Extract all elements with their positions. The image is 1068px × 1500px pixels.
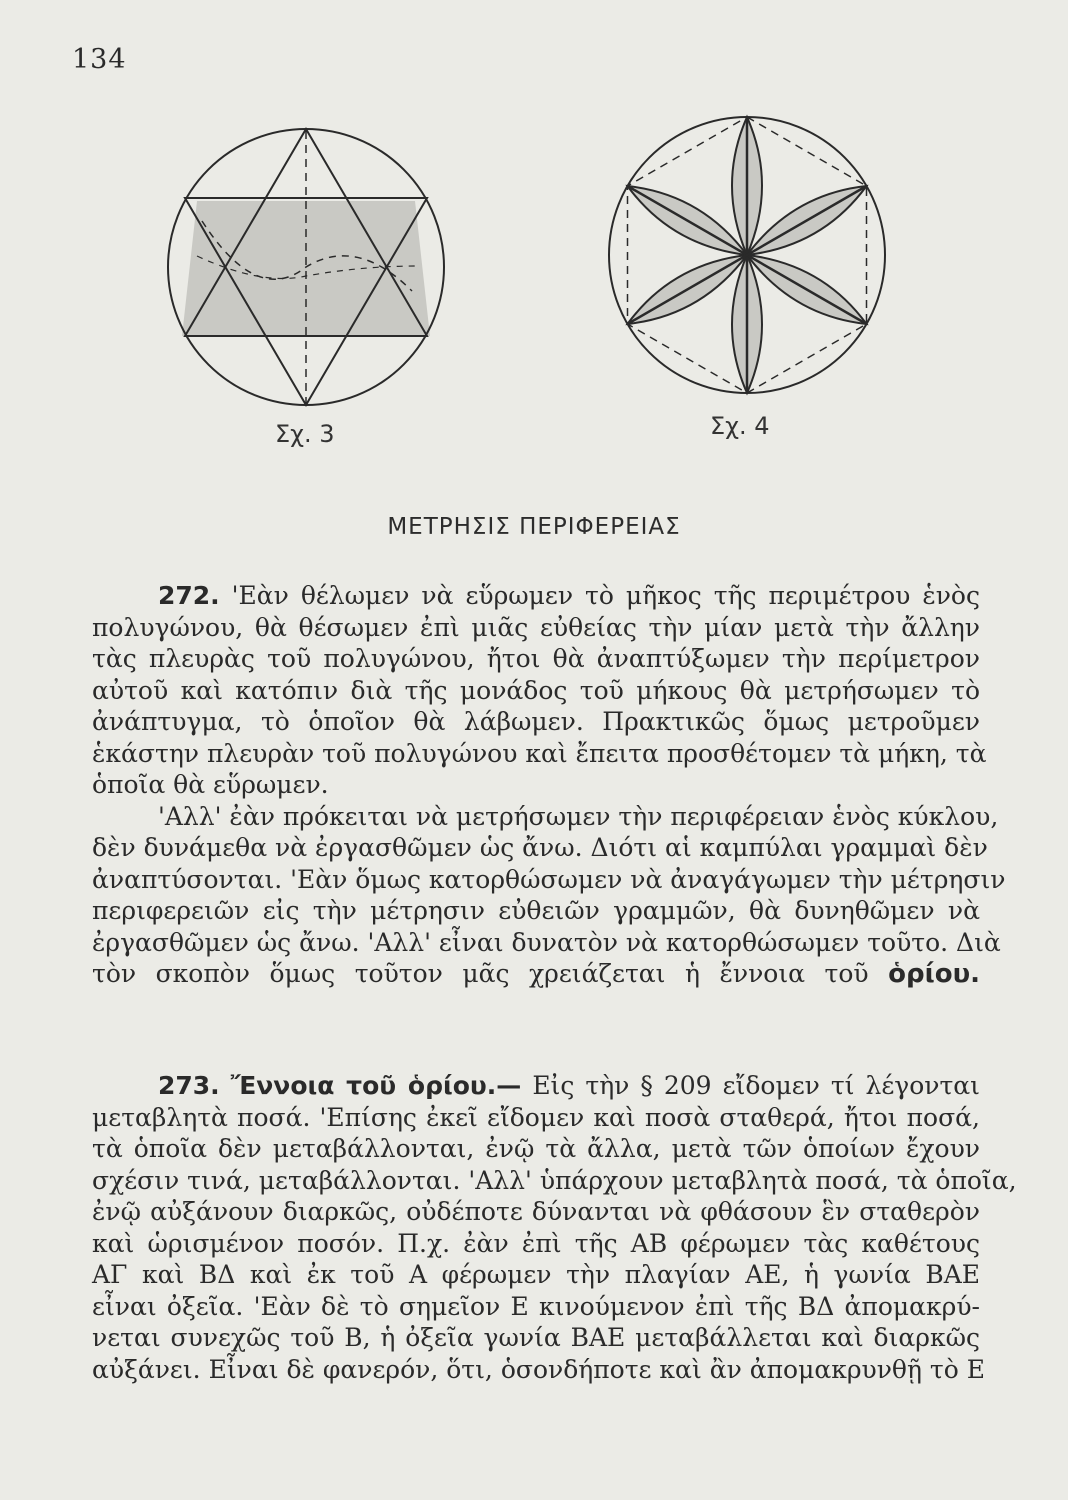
paragraph-line: ἐνῷ αὐξάνουν διαρκῶς, οὐδέποτε δύνανται νὰ φθάσουν ἓν σταθερὸν <box>92 1197 980 1226</box>
paragraph-line: ἀνάπτυγμα, τὸ ὁποῖον θὰ λάβωμεν. Πρακτικῶς ὅμως μετροῦμεν <box>92 707 980 736</box>
paragraph-line: τὰς πλευρὰς τοῦ πολυγώνου, ἤτοι θὰ ἀναπτύξωμεν τὴν περίμετρον <box>92 644 980 673</box>
paragraph-line: ἀναπτύσονται. 'Εὰν ὅμως κατορθώσωμεν νὰ ἀναγάγωμεν τὴν μέτρησιν <box>92 864 1006 894</box>
figure-3-hexagram <box>162 126 450 408</box>
figure-3-caption: Σχ. 3 <box>275 420 335 448</box>
paragraph-heading: Ἔννοια τοῦ ὁρίου.— <box>230 1071 522 1100</box>
page-number: 134 <box>72 44 127 75</box>
paragraph-line: μεταβλητὰ ποσά. 'Επίσης ἐκεῖ εἴδομεν καὶ ποσὰ σταθερά, ἤτοι ποσά, <box>92 1102 980 1132</box>
paragraph-line: τὸν σκοπὸν ὅμως τοῦτον μᾶς χρειάζεται ἡ ἔννοια τοῦ ὁρίου. <box>92 959 981 989</box>
paragraph-line: σχέσιν τινά, μεταβάλλονται. 'Αλλ' ὑπάρχουν μεταβλητὰ ποσά, τὰ ὁποῖα, <box>92 1165 1017 1195</box>
section-title: ΜΕΤΡΗΣΙΣ ΠΕΡΙΦΕΡΕΙΑΣ <box>387 514 681 540</box>
paragraph-line: πολυγώνου, θὰ θέσωμεν ἐπὶ μιᾶς εὐθείας τὴν μίαν μετὰ τὴν ἄλλην <box>92 612 980 642</box>
paragraph-line: περιφερειῶν εἰς τὴν μέτρησιν εὐθειῶν γραμμῶν, θὰ δυνηθῶμεν νὰ <box>92 896 980 925</box>
paragraph-line: τὰ ὁποῖα δὲν μεταβάλλονται, ἐνῷ τὰ ἄλλα, μετὰ τῶν ὁποίων ἔχουν <box>92 1134 980 1163</box>
figure-4-caption: Σχ. 4 <box>710 412 770 440</box>
paragraph-line: ἐργασθῶμεν ὡς ἄνω. 'Αλλ' εἶναι δυνατὸν νὰ κατορθώσωμεν τοῦτο. Διὰ <box>92 927 1001 957</box>
paragraph-number: 272. <box>158 581 220 610</box>
paragraph-273 <box>92 1070 1017 1385</box>
paragraph-line: ἑκάστην πλευρὰν τοῦ πολυγώνου καὶ ἔπειτα προσθέτομεν τὰ μήκη, τὰ <box>92 738 987 768</box>
paragraph-line: 273. Ἔννοια τοῦ ὁρίου.— Εἰς τὴν § 209 εἴδομεν τί λέγονται <box>158 1071 980 1100</box>
paragraph-line: εἶναι ὀξεῖα. 'Εὰν δὲ τὸ σημεῖον Ε κινούμενον ἐπὶ τῆς ΒΔ ἀπομακρύ- <box>92 1291 980 1321</box>
paragraph-line: νεται συνεχῶς τοῦ Β, ἡ ὀξεῖα γωνία ΒΑΕ μεταβάλλεται καὶ διαρκῶς <box>92 1323 980 1352</box>
bold-term: ὁρίου. <box>888 959 981 989</box>
paragraph-line: δὲν δυνάμεθα νὰ ἐργασθῶμεν ὡς ἄνω. Διότι αἱ καμπύλαι γραμμαὶ δὲν <box>92 833 988 862</box>
paragraph-line: αὐξάνει. Εἶναι δὲ φανερόν, ὅτι, ὁσονδήποτε καὶ ἂν ἀπομακρυνθῇ τὸ Ε <box>92 1354 985 1384</box>
paragraph-line: 'Αλλ' ἐὰν πρόκειται νὰ μετρήσωμεν τὴν περιφέρειαν ἑνὸς κύκλου, <box>158 801 999 831</box>
figure-4-rosette <box>604 112 890 398</box>
fig4-petal-axes <box>628 117 867 393</box>
paragraph-line: ὁποῖα θὰ εὕρωμεν. <box>92 770 329 799</box>
paragraph-line: αὐτοῦ καὶ κατόπιν διὰ τῆς μονάδος τοῦ μήκους θὰ μετρήσωμεν τὸ <box>92 675 980 705</box>
paragraph-272 <box>92 580 1006 991</box>
paragraph-line: καὶ ὡρισμένον ποσόν. Π.χ. ἐὰν ἐπὶ τῆς ΑΒ φέρωμεν τὰς καθέτους <box>92 1228 980 1258</box>
paragraph-number: 273. <box>158 1071 220 1100</box>
paragraph-line: ΑΓ καὶ ΒΔ καὶ ἐκ τοῦ Α φέρωμεν τὴν πλαγίαν ΑΕ, ἡ γωνία ΒΑΕ <box>92 1260 980 1289</box>
paragraph-line: 272. 'Εὰν θέλωμεν νὰ εὕρωμεν τὸ μῆκος τῆς περιμέτρου ἑνὸς <box>158 581 980 610</box>
